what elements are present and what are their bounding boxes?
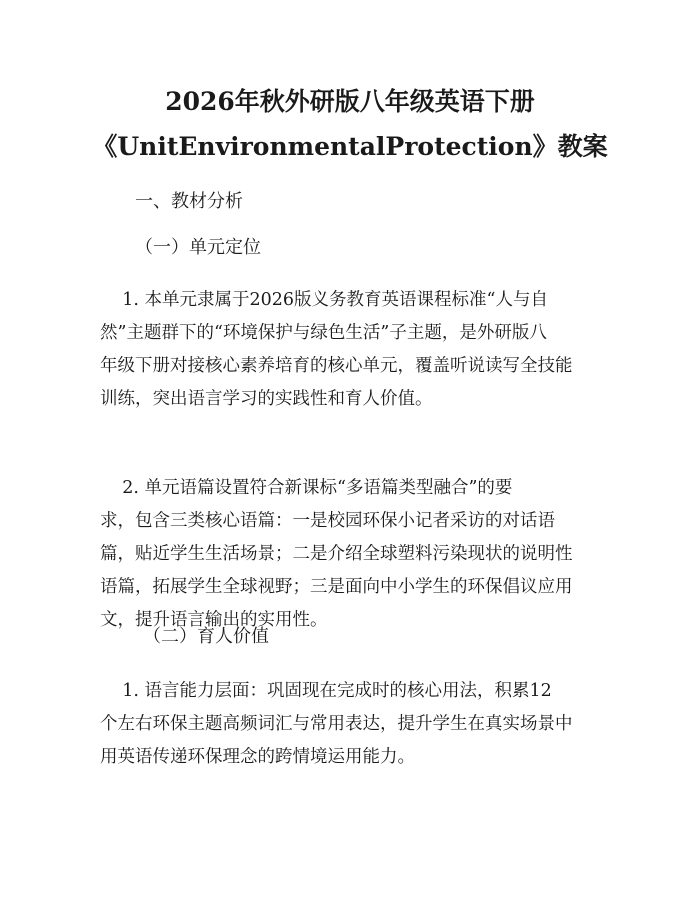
paragraph-unit-positioning-1 [100, 284, 600, 416]
document-title-line-1: 2026年秋外研版八年级英语下册 [165, 87, 535, 116]
paragraph-line: 然”主题群下的“环境保护与绿色生活”子主题，是外研版八 [100, 323, 547, 343]
paragraph-line: 年级下册对接核心素养培育的核心单元，覆盖听说读写全技能 [100, 356, 573, 376]
paragraph-line: 训练，突出语言学习的实践性和育人价值。 [100, 389, 433, 409]
document-title-line-2: 《UnitEnvironmentalProtection》教案 [92, 132, 608, 161]
paragraph-line: 篇，贴近学生生活场景；二是介绍全球塑料污染现状的说明性 [100, 544, 573, 564]
paragraph-line: 个左右环保主题高频词汇与常用表达，提升学生在真实场景中 [100, 714, 573, 734]
paragraph-line: 求，包含三类核心语篇：一是校园环保小记者采访的对话语 [100, 511, 555, 531]
paragraph-line: 用英语传递环保理念的跨情境运用能力。 [100, 747, 415, 767]
paragraph-line: 语篇，拓展学生全球视野；三是面向中小学生的环保倡议应用 [100, 577, 573, 597]
section-heading-teaching-material-analysis: 一、教材分析 [135, 191, 243, 212]
paragraph-educational-value-1 [100, 675, 600, 774]
paragraph-line: 2. 单元语篇设置符合新课标“多语篇类型融合”的要 [100, 478, 513, 498]
paragraph-line: 文，提升语言输出的实用性。 [100, 610, 328, 630]
paragraph-line: 1. 本单元隶属于2026版义务教育英语课程标准“人与自 [100, 290, 548, 310]
subsection-heading-unit-positioning: （一）单元定位 [135, 237, 261, 258]
subsection-heading-educational-value: （二）育人价值 [143, 626, 269, 647]
paragraph-unit-positioning-2 [100, 472, 600, 637]
paragraph-line: 1. 语言能力层面：巩固现在完成时的核心用法，积累12 [100, 681, 552, 701]
